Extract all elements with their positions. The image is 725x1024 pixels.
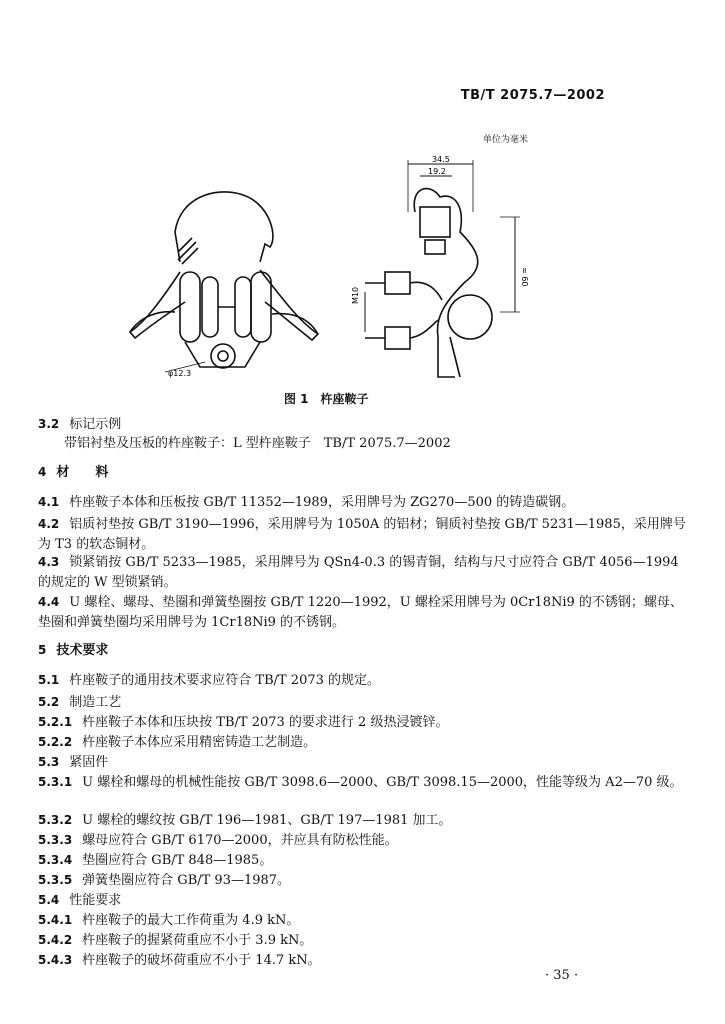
section-5-3-1: 5.3.1 U 螺栓和螺母的机械性能按 GB/T 3098.6—2000、GB/T 3098.15—2000，性能等级为 A2—70 级。 [38,775,683,790]
dim-60: ≈ 60 [520,267,529,287]
section-5-3-3: 5.3.3 螺母应符合 GB/T 6170—2000，并应具有防松性能。 [38,833,398,848]
section-5-2: 5.2 制造工艺 [38,695,122,710]
section-5-4-3: 5.4.3 杵座鞍子的破坏荷重应不小于 14.7 kN。 [38,953,321,968]
section-5: 5 技术要求 [38,643,109,658]
section-4: 4 材 料 [38,465,109,480]
marking-example: 带铝衬垫及压板的杵座鞍子：L 型杵座鞍子 TB/T 2075.7—2002 [64,436,451,451]
section-4-3: 4.3 锁紧销按 GB/T 5233—1985，采用牌号为 QSn4-0.3 的锡青铜，结构与尺寸应符合 GB/T 4056—1994 的规定的 W 型锁紧销。 [38,555,679,590]
section-4-2: 4.2 铝质衬垫按 GB/T 3190—1996，采用牌号为 1050A 的铝材；铜质衬垫按 GB/T 5231—1985，采用牌号为 T3 的软态铜材。 [38,517,686,552]
section-5-2-1: 5.2.1 杵座鞍子本体和压块按 TB/T 2073 的要求进行 2 级热浸镀锌。 [38,715,449,730]
dim-34-5: 34.5 [432,155,450,164]
section-5-3-4: 5.3.4 垫圈应符合 GB/T 848—1985。 [38,853,273,868]
page-number: · 35 · [545,968,579,983]
section-5-4: 5.4 性能要求 [38,893,122,908]
figure-caption: 图 1 杵座鞍子 [284,392,369,406]
dim-m10: M10 [351,286,360,304]
dim-12-3: φ12.3 [168,369,192,378]
section-5-4-1: 5.4.1 杵座鞍子的最大工作荷重为 4.9 kN。 [38,913,300,928]
section-5-3-2: 5.3.2 U 螺栓的螺纹按 GB/T 196—1981、GB/T 197—1981 加工。 [38,813,452,828]
section-5-3: 5.3 紧固件 [38,755,109,770]
section-4-1: 4.1 杵座鞍子本体和压板按 GB/T 11352—1989，采用牌号为 ZG270—500 的铸造碳钢。 [38,495,575,510]
figure-drawing [120,152,550,392]
unit-note: 单位为毫米 [483,135,529,145]
dim-19-2: 19.2 [428,167,446,176]
section-5-2-2: 5.2.2 杵座鞍子本体应采用精密铸造工艺制造。 [38,735,317,750]
section-5-1: 5.1 杵座鞍子的通用技术要求应符合 TB/T 2073 的规定。 [38,673,381,688]
standard-number: TB/T 2075.7—2002 [460,88,605,103]
section-4-4: 4.4 U 螺栓、螺母、垫圈和弹簧垫圈按 GB/T 1220—1992，U 螺栓采用牌号为 0Cr18Ni9 的不锈钢；螺母、垫圈和弹簧垫圈均采用牌号为 1Cr18Ni9 的不锈钢。 [38,595,683,630]
section-5-3-5: 5.3.5 弹簧垫圈应符合 GB/T 93—1987。 [38,873,291,888]
section-5-4-2: 5.4.2 杵座鞍子的握紧荷重应不小于 3.9 kN。 [38,933,313,948]
section-3-2: 3.2 标记示例 [38,417,122,432]
